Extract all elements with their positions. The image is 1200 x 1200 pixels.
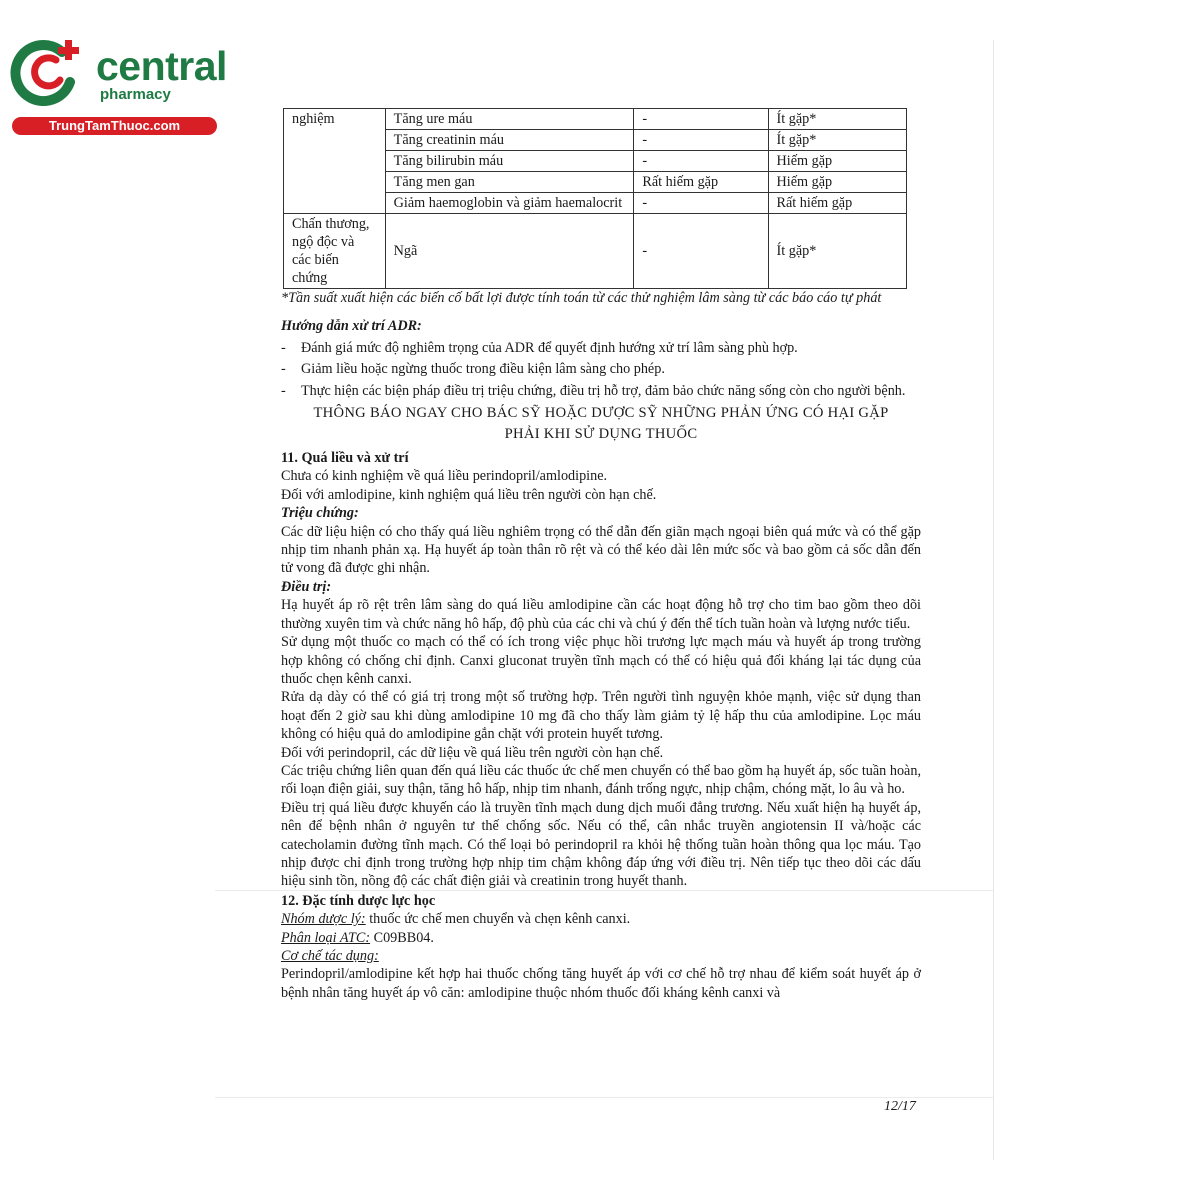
paragraph: Các triệu chứng liên quan đến quá liều các thuốc ức chế men chuyển có thể bao gồm hạ huyết áp, sốc tuần hoàn, rối loạn điện giải, suy thận, tăng hô hấp, nhịp tim nhanh, đánh trống ngực, nhịp chậm, chóng mặt, lo âu và ho. [281,762,921,798]
list-item: - Đánh giá mức độ nghiêm trọng của ADR để quyết định hướng xử trí lâm sàng phù hợp. [281,339,798,356]
frequency-cell: - [634,193,768,214]
treatment-heading: Điều trị: [281,578,332,595]
category-cell: Chấn thương, ngộ độc và các biến chứng [284,214,386,289]
field-label: Nhóm dược lý: [281,911,366,928]
paragraph: Các dữ liệu hiện có cho thấy quá liều nghiêm trọng có thể dẫn đến giãn mạch ngoại biên quá mức và có thể gặp nhịp tim nhanh phản xạ. Hạ huyết áp toàn thân rõ rệt và có thể kéo dài lên mức sốc và bao gồm cả sốc dẫn đến tử vong đã được ghi nhận. [281,523,921,577]
table-row [284,214,907,289]
frequency-cell: - [634,130,768,151]
section-12-title: 12. Đặc tính dược lực học [281,892,436,909]
effect-cell: Ngã [385,214,634,289]
effect-cell: Tăng creatinin máu [385,130,634,151]
paragraph: Rửa dạ dày có thể có giá trị trong một số trường hợp. Trên người tình nguyện khỏe mạnh, việc sử dụng than hoạt đến 2 giờ sau khi dùng amlodipine 10 mg đã cho thấy làm giảm tỷ lệ hấp thu của amlodipine. Lọc máu không có hiệu quả do amlodipine gắn chặt với protein huyết tương. [281,689,921,743]
list-item: - Giảm liều hoặc ngừng thuốc trong điều kiện lâm sàng cho phép. [281,361,665,378]
frequency-cell: Rất hiếm gặp [768,193,906,214]
page-number: 12/17 [884,1099,916,1114]
paragraph: Sử dụng một thuốc co mạch có thể có ích trong việc phục hồi trương lực mạch máu và huyết áp trong trường hợp không có chống chỉ định. Canxi gluconat truyền tĩnh mạch có thể có hiệu quả đối kháng lại tác dụng của thuốc chẹn kênh canxi. [281,634,921,687]
frequency-cell: Hiếm gặp [768,151,906,172]
brand-name: central [96,43,227,89]
paragraph: Điều trị quá liều được khuyến cáo là truyền tĩnh mạch dung dịch muối đẳng trương. Nếu xuất hiện hạ huyết áp, nên để bệnh nhân ở nguyên tư thế chống sốc. Nếu có thể, cân nhắc truyền angiotensin II và/hoặc các catecholamin đường tĩnh mạch. Có thể loại bỏ perindopril ra khỏi hệ thống tuần hoàn thông qua lọc máu. Tạo nhịp được chỉ định trong trường hợp nhịp tim chậm không đáp ứng với điều trị. Nên tiếp tục theo dõi các dấu hiệu sinh tồn, nồng độ các chất điện giải và creatinin trong huyết thanh. [281,799,921,890]
site-banner: TrungTamThuoc.com [12,117,217,135]
paragraph: Perindopril/amlodipine kết hợp hai thuốc chống tăng huyết áp với cơ chế hỗ trợ nhau để kiểm soát huyết áp ở bệnh nhân tăng huyết áp vô căn: amlodipine thuộc nhóm thuốc đối kháng kênh canxi và [281,966,921,1001]
table-row [284,109,907,130]
frequency-cell: - [634,109,768,130]
paragraph: Chưa có kinh nghiệm về quá liều perindopril/amlodipine. [281,468,608,485]
effect-cell: Tăng men gan [385,172,634,193]
paragraph: Hạ huyết áp rõ rệt trên lâm sàng do quá liều amlodipine cần các hoạt động hỗ trợ cho tim bao gồm theo dõi thường xuyên tim và chức năng hô hấp, độ phù của các chi và chú ý đến thể tích tuần hoàn và lượng nước tiểu. [281,597,921,632]
effect-cell: Giảm haemoglobin và giảm haemalocrit [385,193,634,214]
paragraph: Đối với perindopril, các dữ liệu về quá liều trên người còn hạn chế. [281,744,664,761]
atc-classification: Phân loại ATC: C09BB04. [281,929,434,946]
frequency-cell: Ít gặp* [768,109,906,130]
central-pharmacy-logo [10,38,225,138]
adr-list [281,339,921,400]
warning-notice: THÔNG BÁO NGAY CHO BÁC SỸ HOẶC DƯỢC SỸ NHỮNG PHẢN ỨNG CÓ HẠI GẶP PHẢI KHI SỬ DỤNG THUỐC [313,405,889,443]
frequency-cell: Ít gặp* [768,130,906,151]
scan-line [215,1097,993,1098]
frequency-cell: Rất hiếm gặp [634,172,768,193]
adverse-effects-table [283,108,907,289]
frequency-cell: Ít gặp* [768,214,906,289]
page-edge [993,40,994,1160]
adr-heading: Hướng dẫn xử trí ADR: [281,318,422,335]
category-cell: nghiệm [284,109,386,214]
table-footnote: *Tần suất xuất hiện các biến cố bất lợi được tính toán từ các thử nghiệm lâm sàng từ các báo cáo tự phát [281,290,882,306]
frequency-cell: Hiếm gặp [768,172,906,193]
paragraph: Đối với amlodipine, kinh nghiệm quá liều trên người còn hạn chế. [281,486,657,503]
pharmacology-group: Nhóm dược lý: thuốc ức chế men chuyển và chẹn kênh canxi. [281,911,631,928]
brand-subtitle: pharmacy [100,86,171,103]
field-label: Phân loại ATC: [281,929,371,946]
mechanism-heading: Cơ chế tác dụng: [281,948,379,964]
effect-cell: Tăng bilirubin máu [385,151,634,172]
frequency-cell: - [634,214,768,289]
effect-cell: Tăng ure máu [385,109,634,130]
section-11-title: 11. Quá liều và xử trí [281,450,409,467]
frequency-cell: - [634,151,768,172]
pharmacy-cross-icon [10,38,90,108]
leaflet-page [281,108,921,1002]
symptoms-heading: Triệu chứng: [281,505,359,522]
list-item: - Thực hiện các biện pháp điều trị triệu chứng, điều trị hỗ trợ, đảm bảo chức năng sống còn cho người bệnh. [281,382,906,399]
